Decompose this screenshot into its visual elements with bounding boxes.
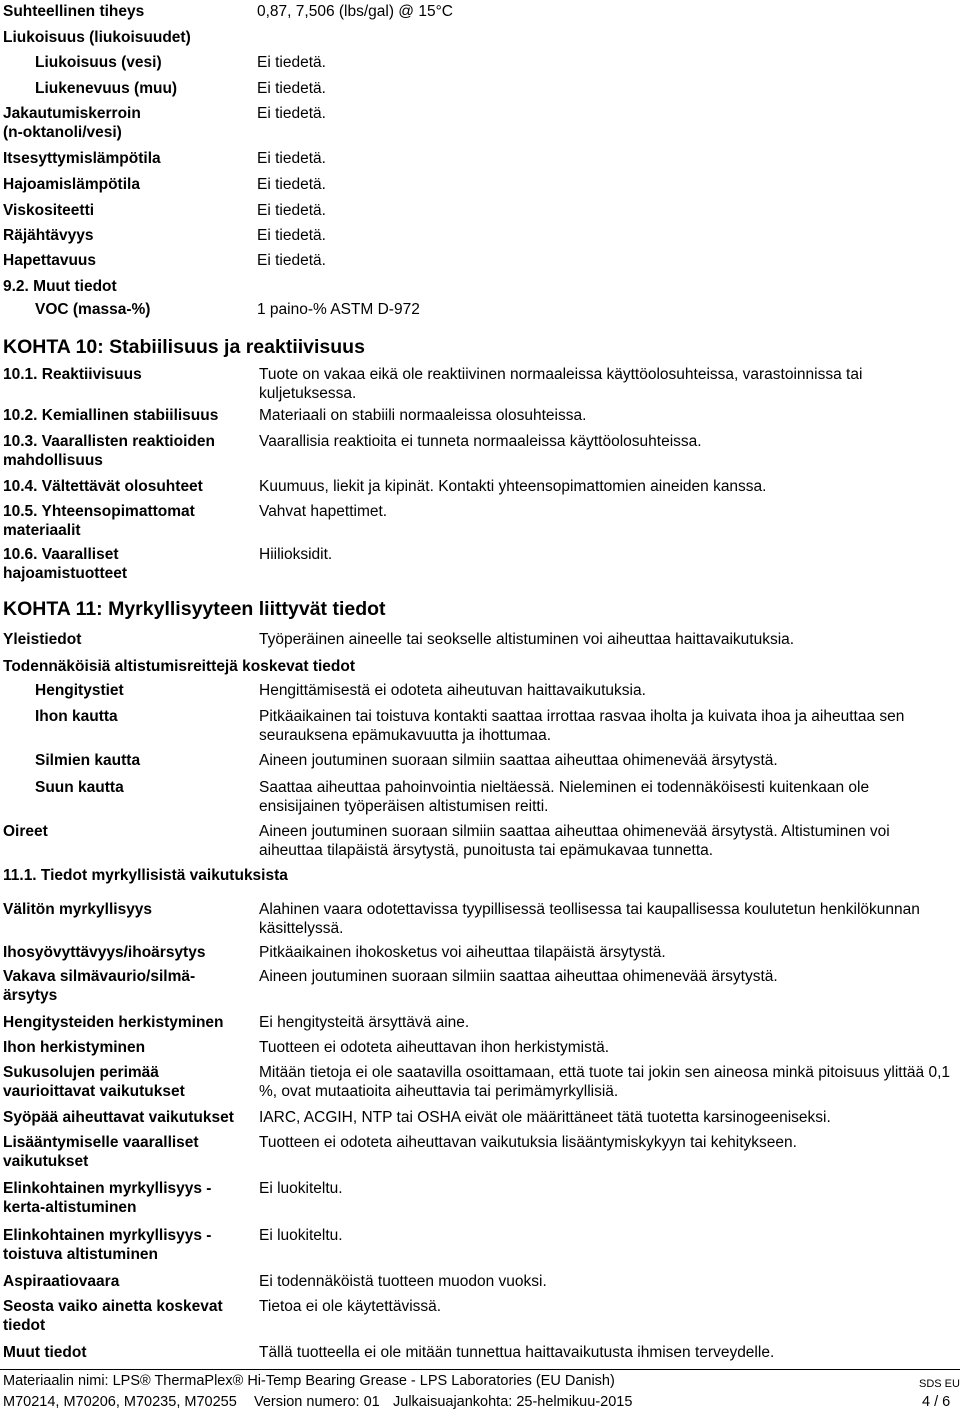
tox-value: Alahinen vaara odotettavissa tyypillisessä teollisessa tai kaupallisessa koulutetun henkilökunnan käsittelyssä. <box>259 901 920 937</box>
tox-label: Lisääntymiselle vaaralliset vaikutukset <box>3 1134 199 1170</box>
property-label: Liukoisuus (vesi) <box>35 54 162 71</box>
property-value: Ei tiedetä. <box>257 176 326 193</box>
footer-divider <box>0 1369 960 1370</box>
subsection-heading: 9.2. Muut tiedot <box>3 278 117 295</box>
footer-sds-label: SDS EU <box>919 1378 960 1390</box>
tox-label: Välitön myrkyllisyys <box>3 901 153 918</box>
general-info-label: Yleistiedot <box>3 631 82 648</box>
footer-version: Version numero: 01 <box>254 1394 380 1410</box>
tox-value: Ei hengitysteitä ärsyttävä aine. <box>259 1014 470 1031</box>
tox-label: Ihosyövyttävyys/ihoärsytys <box>3 944 206 961</box>
route-value: Aineen joutuminen suoraan silmiin saattaa aiheuttaa ohimenevää ärsytystä. <box>259 752 778 769</box>
row-label: 10.3. Vaarallisten reaktioiden mahdollisuus <box>3 433 215 469</box>
symptoms-value: Aineen joutuminen suoraan silmiin saattaa aiheuttaa ohimenevää ärsytystä. Altistuminen voi aiheuttaa tilapäistä ärsytystä, punoitusta tai epämukavaa tunnetta. <box>259 823 890 859</box>
tox-value: Tuotteen ei odoteta aiheuttavan ihon herkistymistä. <box>259 1039 610 1056</box>
tox-value: Tietoa ei ole käytettävissä. <box>259 1298 442 1315</box>
property-value: Ei tiedetä. <box>257 227 326 244</box>
routes-heading: Todennäköisiä altistumisreittejä koskevat tiedot <box>3 658 356 675</box>
route-value: Pitkäaikainen tai toistuva kontakti saattaa irrottaa rasvaa iholta ja kuivata ihoa ja aiheuttaa sen seurauksena epämukavuutta ja ihottumaa. <box>259 708 905 744</box>
tox-value: Mitään tietoja ei ole saatavilla osoittamaan, että tuote tai jokin sen aineosa minkä pitoisuus ylittää 0,1 %, ovat mutaatioita aiheuttavia tai perimämyrkyllisiä. <box>259 1064 951 1100</box>
row-label: 10.4. Vältettävät olosuhteet <box>3 478 203 495</box>
row-value: Vaarallisia reaktioita ei tunneta normaaleissa käyttöolosuhteissa. <box>259 433 702 450</box>
row-value: Materiaali on stabiili normaaleissa olosuhteissa. <box>259 407 587 424</box>
tox-label: Seosta vaiko ainetta koskevat tiedot <box>3 1298 223 1334</box>
tox-label: Vakava silmävaurio/silmä-ärsytys <box>3 968 196 1004</box>
tox-label: Elinkohtainen myrkyllisyys - kerta-altistuminen <box>3 1180 212 1216</box>
property-value: 0,87, 7,506 (lbs/gal) @ 15°C <box>257 3 453 20</box>
tox-label: Elinkohtainen myrkyllisyys - toistuva altistuminen <box>3 1227 212 1263</box>
row-value: Tuote on vakaa eikä ole reaktiivinen normaaleissa käyttöolosuhteissa, varastoinnissa tai kuljetuksessa. <box>259 366 863 402</box>
property-label: Suhteellinen tiheys <box>3 3 145 20</box>
tox-label: Sukusolujen perimää vaurioittavat vaikutukset <box>3 1064 185 1100</box>
row-value: Hiilioksidit. <box>259 546 333 563</box>
tox-value: Pitkäaikainen ihokosketus voi aiheuttaa tilapäistä ärsytystä. <box>259 944 666 961</box>
general-info-value: Työperäinen aineelle tai seokselle altistuminen voi aiheuttaa haittavaikutuksia. <box>259 631 795 648</box>
property-value: Ei tiedetä. <box>257 80 326 97</box>
voc-label: VOC (massa-%) <box>35 301 151 318</box>
row-value: Vahvat hapettimet. <box>259 503 388 520</box>
tox-label: Ihon herkistyminen <box>3 1039 146 1056</box>
property-label: Hajoamislämpötila <box>3 176 140 193</box>
route-label: Silmien kautta <box>35 752 141 769</box>
route-label: Ihon kautta <box>35 708 118 725</box>
route-label: Suun kautta <box>35 779 124 796</box>
property-value: Ei tiedetä. <box>257 150 326 167</box>
tox-label: Muut tiedot <box>3 1344 87 1361</box>
tox-label: Syöpää aiheuttavat vaikutukset <box>3 1109 234 1126</box>
section-11-title: KOHTA 11: Myrkyllisyyteen liittyvät tiedot <box>3 598 386 620</box>
footer-page-number: 4 / 6 <box>922 1394 951 1410</box>
row-label: 10.5. Yhteensopimattomat materiaalit <box>3 503 195 539</box>
row-value: Kuumuus, liekit ja kipinät. Kontakti yhteensopimattomien aineiden kanssa. <box>259 478 767 495</box>
property-value: Ei tiedetä. <box>257 105 326 122</box>
property-value: Ei tiedetä. <box>257 252 326 269</box>
tox-value: Ei luokiteltu. <box>259 1227 343 1244</box>
property-label: Viskositeetti <box>3 202 95 219</box>
tox-value: Tällä tuotteella ei ole mitään tunnettua haittavaikutusta ihmisen terveydelle. <box>259 1344 775 1361</box>
row-label: 10.2. Kemiallinen stabiilisuus <box>3 407 219 424</box>
tox-label: Aspiraatiovaara <box>3 1273 120 1290</box>
route-label: Hengitystiet <box>35 682 124 699</box>
symptoms-label: Oireet <box>3 823 48 840</box>
tox-value: Aineen joutuminen suoraan silmiin saattaa aiheuttaa ohimenevää ärsytystä. <box>259 968 778 985</box>
property-value: Ei tiedetä. <box>257 54 326 71</box>
tox-heading: 11.1. Tiedot myrkyllisistä vaikutuksista <box>3 867 288 884</box>
route-value: Hengittämisestä ei odoteta aiheutuvan haittavaikutuksia. <box>259 682 646 699</box>
property-label: Jakautumiskerroin (n-oktanoli/vesi) <box>3 105 141 141</box>
property-label: Liukenevuus (muu) <box>35 80 178 97</box>
section-10-title: KOHTA 10: Stabiilisuus ja reaktiivisuus <box>3 336 365 358</box>
row-label: 10.6. Vaaralliset hajoamistuotteet <box>3 546 128 582</box>
tox-label: Hengitysteiden herkistyminen <box>3 1014 224 1031</box>
property-label: Liukoisuus (liukoisuudet) <box>3 29 191 46</box>
tox-value: Ei luokiteltu. <box>259 1180 343 1197</box>
tox-value: Tuotteen ei odoteta aiheuttavan vaikutuksia lisääntymiskykyyn tai kehitykseen. <box>259 1134 797 1151</box>
property-label: Hapettavuus <box>3 252 97 269</box>
tox-value: Ei todennäköistä tuotteen muodon vuoksi. <box>259 1273 547 1290</box>
route-value: Saattaa aiheuttaa pahoinvointia nieltäessä. Nieleminen ei todennäköisesti kuitenkaan ole ensisijainen työperäisen altistumisen reitti. <box>259 779 870 815</box>
row-label: 10.1. Reaktiivisuus <box>3 366 142 383</box>
footer-product-codes: M70214, M70206, M70235, M70255 <box>3 1394 237 1410</box>
property-value: Ei tiedetä. <box>257 202 326 219</box>
voc-value: 1 paino-% ASTM D-972 <box>257 301 420 318</box>
property-label: Räjähtävyys <box>3 227 94 244</box>
footer-material-name: Materiaalin nimi: LPS® ThermaPlex® Hi-Temp Bearing Grease - LPS Laboratories (EU Danish) <box>3 1373 615 1389</box>
footer-date: Julkaisuajankohta: 25-helmikuu-2015 <box>393 1394 633 1410</box>
tox-value: IARC, ACGIH, NTP tai OSHA eivät ole määrittäneet tätä tuotetta karsinogeeniseksi. <box>259 1109 831 1126</box>
property-label: Itsesyttymislämpötila <box>3 150 161 167</box>
